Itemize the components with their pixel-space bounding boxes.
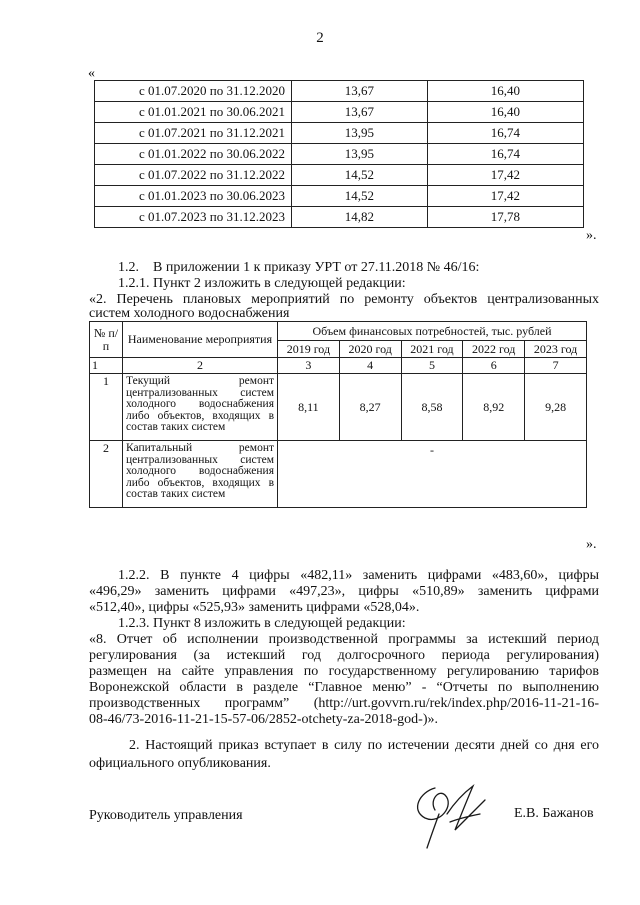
p-1-2-2-line3: «512,40», цифры «525,93» заменить цифрами «528,04». [89, 600, 420, 615]
signer-name: Е.В. Бажанов [514, 806, 594, 821]
column-number: 4 [339, 358, 401, 374]
tariff-row [95, 186, 584, 207]
value2-cell: 17,42 [427, 186, 583, 207]
tariff-row [95, 207, 584, 228]
period-cell: с 01.01.2023 по 30.06.2023 [95, 186, 292, 207]
period-cell: с 01.07.2021 по 31.12.2021 [95, 123, 292, 144]
tariff-table [94, 80, 584, 228]
header-year: 2021 год [401, 341, 463, 358]
p-8-line5: производственных программ” (http://urt.govvrn.ru/rek/index.php/2016-11-21-16- [89, 696, 599, 711]
value1-cell: 14,82 [292, 207, 428, 228]
measures-table-close: ». [586, 537, 597, 552]
point-2-heading-cont: систем холодного водоснабжения [89, 306, 290, 321]
value2-cell: 16,40 [427, 81, 583, 102]
p-8-line2: регулирования (за истекший год долгосрочного периода регулирования) [89, 648, 599, 663]
measure-value: 8,92 [463, 374, 525, 441]
column-number: 3 [278, 358, 340, 374]
p-1-2-2-line2: «496,29» заменить цифрами «497,23», цифры «510,89» заменить цифрами [89, 584, 599, 599]
value2-cell: 17,78 [427, 207, 583, 228]
value2-cell: 16,40 [427, 102, 583, 123]
measure-dash: - [278, 441, 587, 508]
p-1-2-2-line1: 1.2.2. В пункте 4 цифры «482,11» заменить цифрами «483,60», цифры [118, 568, 599, 583]
header-year: 2023 год [525, 341, 587, 358]
signer-title: Руководитель управления [89, 808, 243, 823]
section-1-2: 1.2. В приложении 1 к приказу УРТ от 27.11.2018 № 46/16: [118, 260, 480, 275]
measure-row [90, 374, 587, 441]
section-1-2-1: 1.2.1. Пункт 2 изложить в следующей редакции: [118, 276, 406, 291]
period-cell: с 01.07.2020 по 31.12.2020 [95, 81, 292, 102]
header-measure-name: Наименование мероприятия [123, 322, 278, 358]
tariff-row [95, 123, 584, 144]
tariff-row [95, 144, 584, 165]
tariff-table-close: ». [586, 228, 597, 243]
value1-cell: 14,52 [292, 186, 428, 207]
tariff-row [95, 165, 584, 186]
measure-name: Текущий ремонт централизованных систем холодного водоснабжения либо объектов, входящих в состав таких систем [123, 374, 278, 441]
measure-number: 1 [90, 374, 123, 441]
period-cell: с 01.01.2022 по 30.06.2022 [95, 144, 292, 165]
measures-table [89, 321, 587, 508]
measure-row [90, 441, 587, 508]
p-8-line6: 08-46/73-2016-11-21-15-57-06/2852-otchety-za-2018-god-)». [89, 712, 439, 727]
column-number: 1 [90, 358, 123, 374]
column-number: 5 [401, 358, 463, 374]
tariff-row [95, 102, 584, 123]
value1-cell: 13,67 [292, 81, 428, 102]
column-number: 2 [123, 358, 278, 374]
signature [395, 770, 505, 860]
page-number: 2 [316, 30, 324, 46]
column-number: 7 [525, 358, 587, 374]
period-cell: с 01.07.2023 по 31.12.2023 [95, 207, 292, 228]
value2-cell: 16,74 [427, 144, 583, 165]
measure-name: Капитальный ремонт централизованных систем холодного водоснабжения либо объектов, входящих в состав таких систем [123, 441, 278, 508]
header-number: № п/п [90, 322, 123, 358]
p-2-line2: официального опубликования. [89, 756, 271, 771]
measure-value: 9,28 [525, 374, 587, 441]
period-cell: с 01.07.2022 по 31.12.2022 [95, 165, 292, 186]
column-number: 6 [463, 358, 525, 374]
value1-cell: 14,52 [292, 165, 428, 186]
value1-cell: 13,95 [292, 123, 428, 144]
period-cell: с 01.01.2021 по 30.06.2021 [95, 102, 292, 123]
measure-value: 8,27 [339, 374, 401, 441]
p-8-line3: размещен на сайте управления по государственному регулированию тарифов [89, 664, 599, 679]
header-year: 2020 год [339, 341, 401, 358]
p-8-line4: Воронежской области в разделе “Главное меню” - “Отчеты по выполнению [89, 680, 599, 695]
header-year: 2022 год [463, 341, 525, 358]
value2-cell: 17,42 [427, 165, 583, 186]
point-2-heading: «2. Перечень плановых мероприятий по ремонту объектов централизованных [89, 292, 599, 307]
p-2-line1: 2. Настоящий приказ вступает в силу по истечении десяти дней со дня его [129, 738, 599, 753]
value2-cell: 16,74 [427, 123, 583, 144]
p-1-2-3: 1.2.3. Пункт 8 изложить в следующей редакции: [118, 616, 406, 631]
value1-cell: 13,95 [292, 144, 428, 165]
measure-value: 8,11 [278, 374, 340, 441]
tariff-row [95, 81, 584, 102]
value1-cell: 13,67 [292, 102, 428, 123]
measure-value: 8,58 [401, 374, 463, 441]
opening-quote: « [88, 66, 95, 81]
header-year: 2019 год [278, 341, 340, 358]
p-8-line1: «8. Отчет об исполнении производственной программы за истекший период [89, 632, 599, 647]
header-volume: Объем финансовых потребностей, тыс. рублей [278, 322, 587, 341]
measure-number: 2 [90, 441, 123, 508]
